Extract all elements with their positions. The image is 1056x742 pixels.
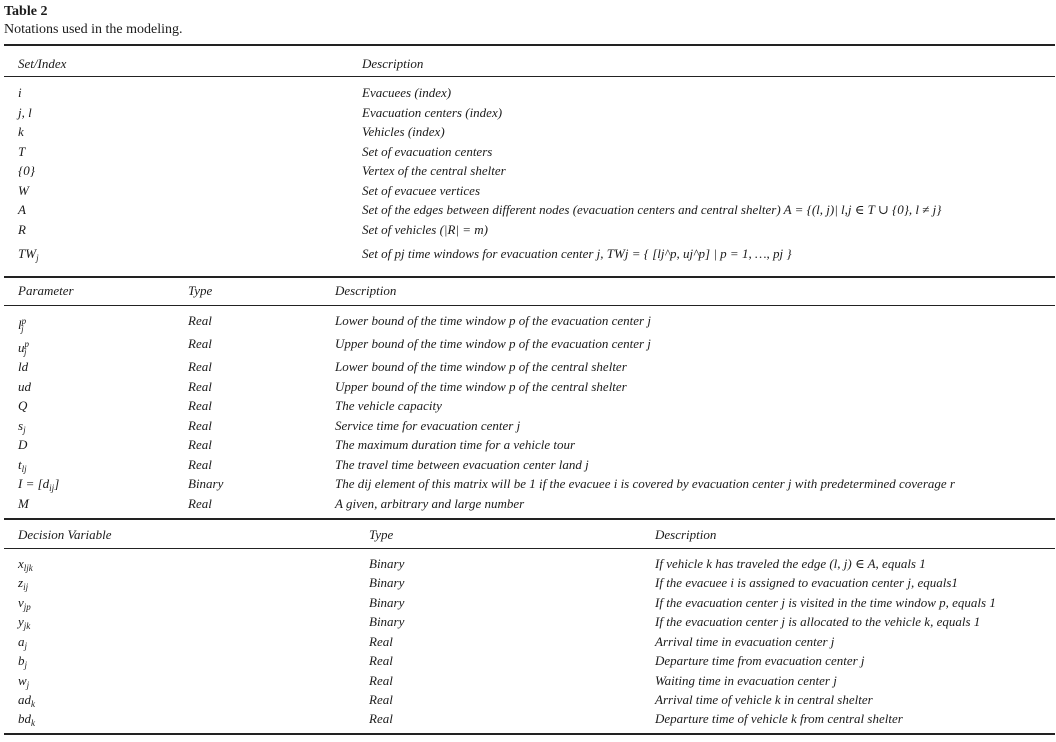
symbol-text: {0} xyxy=(18,163,35,178)
top-rule xyxy=(4,44,1055,46)
description-cell: Upper bound of the time window p of the central shelter xyxy=(335,379,627,394)
sets-header-symbol: Set/Index xyxy=(18,56,67,71)
symbol-subscript: j xyxy=(23,425,26,435)
symbol-text: w xyxy=(18,673,27,688)
bottom-rule xyxy=(4,733,1055,735)
symbol-cell xyxy=(18,653,27,673)
description-cell: Lower bound of the time window p of the evacuation center j xyxy=(335,313,651,328)
symbol-text: i xyxy=(18,85,22,100)
symbol-subscript: jp xyxy=(23,602,31,612)
description-cell: Vehicles (index) xyxy=(362,124,445,139)
symbol-superscript: p xyxy=(21,316,27,326)
symbol-cell xyxy=(18,711,35,731)
description-cell: The maximum duration time for a vehicle tour xyxy=(335,437,576,452)
variables-top-rule xyxy=(4,518,1055,520)
description-cell: Upper bound of the time window p of the evacuation center j xyxy=(335,336,651,351)
symbol-text: a xyxy=(18,634,25,649)
type-cell: Real xyxy=(188,379,212,394)
variables-header-symbol: Decision Variable xyxy=(18,527,112,542)
symbol-text: A xyxy=(18,202,26,217)
description-cell: Set of vehicles (|R| = m) xyxy=(362,222,489,237)
symbol-text: ad xyxy=(18,692,31,707)
description-cell: Departure time from evacuation center j xyxy=(655,653,865,668)
description-cell: Evacuation centers (index) xyxy=(362,105,503,120)
description-cell: If the evacuee i is assigned to evacuation center j, equals1 xyxy=(655,575,958,590)
parameters-header-rule xyxy=(4,305,1055,306)
variables-header-type: Type xyxy=(369,527,394,542)
symbol-text: I = [d xyxy=(18,476,50,491)
symbol-subscript: ij xyxy=(49,483,55,493)
description-cell: Set of the edges between different nodes (evacuation centers and central shelter) A = {(l, j)| l,j ∈ T ∪ {0}, l ≠ j} xyxy=(362,202,942,217)
symbol-subscript: j xyxy=(21,324,24,334)
symbol-cell xyxy=(18,595,31,615)
symbol-cell xyxy=(18,222,26,238)
symbol-cell xyxy=(18,85,22,101)
symbol-cell xyxy=(18,437,27,453)
type-cell: Real xyxy=(188,398,212,413)
symbol-cell xyxy=(18,246,39,266)
type-cell: Real xyxy=(369,711,393,726)
symbol-subscript: j xyxy=(26,680,30,690)
type-cell: Real xyxy=(188,336,212,351)
symbol-text: s xyxy=(18,418,24,433)
description-cell: Service time for evacuation center j xyxy=(335,418,521,433)
symbol-text: Q xyxy=(18,398,28,413)
description-cell: Lower bound of the time window p of the central shelter xyxy=(335,359,627,374)
symbol-cell xyxy=(18,163,35,179)
symbol-cell xyxy=(18,105,32,121)
symbol-text: y xyxy=(18,614,24,629)
symbol-cell xyxy=(18,183,29,199)
symbol-cell xyxy=(18,144,25,160)
type-cell: Real xyxy=(369,634,393,649)
symbol-cell xyxy=(18,418,26,438)
symbol-text: M xyxy=(18,496,29,511)
type-cell: Binary xyxy=(188,476,224,491)
description-cell: If the evacuation center j is allocated to the vehicle k, equals 1 xyxy=(655,614,981,629)
symbol-text: ud xyxy=(18,379,31,394)
symbol-superscript: p xyxy=(24,339,29,349)
type-cell: Binary xyxy=(369,595,405,610)
parameters-top-rule xyxy=(4,276,1055,278)
symbol-subscript: lj xyxy=(21,464,27,474)
description-cell: Evacuees (index) xyxy=(362,85,452,100)
table-caption: Notations used in the modeling. xyxy=(4,22,183,37)
symbol-text: v xyxy=(18,595,24,610)
type-cell: Real xyxy=(188,313,212,328)
symbol-text: j, l xyxy=(18,105,32,120)
symbol-text: W xyxy=(18,183,29,198)
description-cell: Set of evacuation centers xyxy=(362,144,493,159)
type-cell: Real xyxy=(188,496,212,511)
symbol-cell xyxy=(18,575,28,595)
parameters-header-description: Description xyxy=(335,283,397,298)
symbol-text: ld xyxy=(18,359,29,374)
symbol-text: R xyxy=(18,222,26,237)
variables-header-description: Description xyxy=(655,527,717,542)
symbol-text: x xyxy=(18,556,24,571)
symbol-cell xyxy=(18,614,30,634)
symbol-subscript: j xyxy=(24,347,27,357)
type-cell: Real xyxy=(188,457,212,472)
description-cell: A given, arbitrary and large number xyxy=(335,496,525,511)
symbol-subscript: ij xyxy=(23,582,29,592)
variables-header-rule xyxy=(4,548,1055,549)
sets-header-rule xyxy=(4,76,1055,77)
symbol-text: l xyxy=(18,317,22,332)
symbol-cell xyxy=(18,379,31,395)
description-cell: Arrival time of vehicle k in central shelter xyxy=(655,692,873,707)
symbol-subscript: k xyxy=(31,718,35,728)
symbol-cell xyxy=(18,673,29,693)
type-cell: Real xyxy=(188,359,212,374)
symbol-text: b xyxy=(18,653,25,668)
description-cell: Set of evacuee vertices xyxy=(362,183,481,198)
description-cell: The vehicle capacity xyxy=(335,398,442,413)
type-cell: Real xyxy=(369,673,393,688)
type-cell: Binary xyxy=(369,614,405,629)
type-cell: Real xyxy=(188,437,212,452)
parameters-header-type: Type xyxy=(188,283,213,298)
symbol-cell xyxy=(18,692,35,712)
symbol-cell xyxy=(18,398,27,414)
symbol-text: z xyxy=(18,575,24,590)
description-cell: Vertex of the central shelter xyxy=(362,163,506,178)
symbol-cell xyxy=(18,556,33,576)
type-cell: Real xyxy=(369,653,393,668)
description-cell: If the evacuation center j is visited in the time window p, equals 1 xyxy=(655,595,996,610)
description-cell: Departure time of vehicle k from central shelter xyxy=(655,711,903,726)
symbol-cell xyxy=(18,457,27,477)
symbol-cell xyxy=(18,359,28,375)
description-cell: If vehicle k has traveled the edge (l, j) ∈ A, equals 1 xyxy=(655,556,926,571)
symbol-cell xyxy=(18,336,27,360)
symbol-cell xyxy=(18,124,24,140)
symbol-subscript: j xyxy=(24,660,28,670)
symbol-cell xyxy=(18,496,29,512)
symbol-subscript: ljk xyxy=(23,563,33,573)
symbol-subscript: j xyxy=(36,253,39,263)
symbol-subscript: k xyxy=(31,699,35,709)
symbol-text: bd xyxy=(18,711,31,726)
symbol-cell xyxy=(18,202,26,218)
parameters-header-symbol: Parameter xyxy=(18,283,74,298)
type-cell: Binary xyxy=(369,556,405,571)
description-cell: The dij element of this matrix will be 1 if the evacuee i is covered by evacuation center j with predetermined coverage r xyxy=(335,476,955,491)
symbol-cell xyxy=(18,634,27,654)
description-cell: Set of pj time windows for evacuation center j, TWj = { [lj^p, uj^p] | p = 1, …, pj } xyxy=(362,246,792,261)
symbol-text: T xyxy=(18,144,26,159)
symbol-text: TW xyxy=(18,246,37,261)
description-cell: The travel time between evacuation center land j xyxy=(335,457,589,472)
symbol-subscript: jk xyxy=(23,621,31,631)
sets-header-description: Description xyxy=(362,56,424,71)
symbol-subscript: j xyxy=(24,641,28,651)
symbol-text: t xyxy=(18,457,22,472)
symbol-text: D xyxy=(18,437,28,452)
type-cell: Binary xyxy=(369,575,405,590)
symbol-suffix: ] xyxy=(54,476,60,491)
symbol-text: u xyxy=(18,340,25,355)
symbol-cell xyxy=(18,476,59,496)
type-cell: Real xyxy=(369,692,393,707)
description-cell: Arrival time in evacuation center j xyxy=(655,634,835,649)
description-cell: Waiting time in evacuation center j xyxy=(655,673,837,688)
symbol-cell xyxy=(18,313,27,337)
type-cell: Real xyxy=(188,418,212,433)
table-title: Table 2 xyxy=(4,4,48,19)
symbol-text: k xyxy=(18,124,24,139)
